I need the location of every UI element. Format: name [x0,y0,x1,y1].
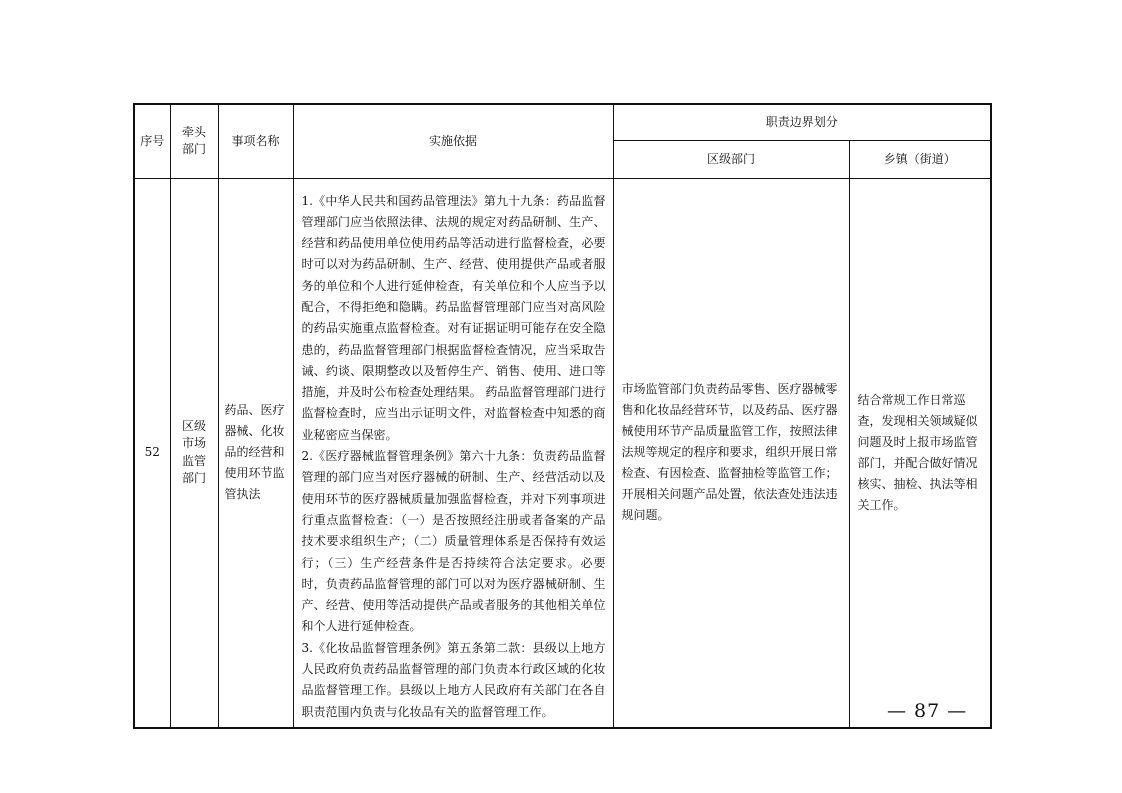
header-item-name: 事项名称 [218,104,293,178]
responsibility-table [133,103,992,729]
header-basis: 实施依据 [293,104,613,178]
header-township: 乡镇（街道） [849,140,991,178]
header-district: 区级部门 [613,140,849,178]
basis-clause-2: 2.《医疗器械监督管理条例》第六十九条：负责药品监督管理的部门应当对医疗器械的研制、生产、经营活动以及使用环节的医疗器械质量加强监督检查，并对下列事项进行重点监督检查：（一）是否按照经注册或者备案的产品技术要求组织生产；（二）质量管理体系是否保持有效运行；（三）生产经营条件是否持续符合法定要求。必要时，负责药品监督管理的部门可以对为医疗器械研制、生产、经营、使用等活动提供产品或者服务的其他相关单位和个人进行延伸检查。 [301,449,606,634]
row-basis [293,178,613,728]
row-item-name: 药品、医疗器械、化妆品的经营和使用环节监管执法 [218,178,293,728]
table-row [134,178,991,728]
header-lead-dept: 牵头部门 [170,104,218,178]
basis-clause-1: 1.《中华人民共和国药品管理法》第九十九条：药品监督管理部门应当依照法律、法规的规定对药品研制、生产、经营和药品使用单位使用药品等活动进行监督检查，必要时可以对为药品研制、生产、经营、使用提供产品或者服务的单位和个人进行延伸检查，有关单位和个人应当予以配合，不得拒绝和隐瞒。药品监督管理部门应当对高风险的药品实施重点监督检查。对有证据证明可能存在安全隐患的，药品监督管理部门根据监督检查情况，应当采取告诫、约谈、限期整改以及暂停生产、销售、使用、进口等措施，并及时公布检查处理结果。 药品监督管理部门进行监督检查时，应当出示证明文件，对监督检查中知悉的商业秘密应当保密。 [301,193,606,442]
header-seq: 序号 [134,104,170,178]
row-township-duty: 结合常规工作日常巡查，发现相关领域疑似问题及时上报市场监管部门，并配合做好情况核实、抽检、执法等相关工作。 [849,178,991,728]
row-seq: 52 [134,178,170,728]
basis-clause-3: 3.《化妆品监督管理条例》第五条第二款：县级以上地方人民政府负责药品监督管理的部门负责本行政区域的化妆品监督管理工作。县级以上地方人民政府有关部门在各自职责范围内负责与化妆品有关的监督管理工作。 [301,640,606,719]
header-division: 职责边界划分 [613,104,991,140]
row-district-duty: 市场监管部门负责药品零售、医疗器械零售和化妆品经营环节，以及药品、医疗器械使用环节产品质量监管工作，按照法律法规等规定的程序和要求，组织开展日常检查、有因检查、监督抽检等监管工作；开展相关问题产品处置，依法查处违法违规问题。 [613,178,849,728]
row-lead-dept: 区级市场监管部门 [170,178,218,728]
page-number: — 87 — [887,700,968,722]
